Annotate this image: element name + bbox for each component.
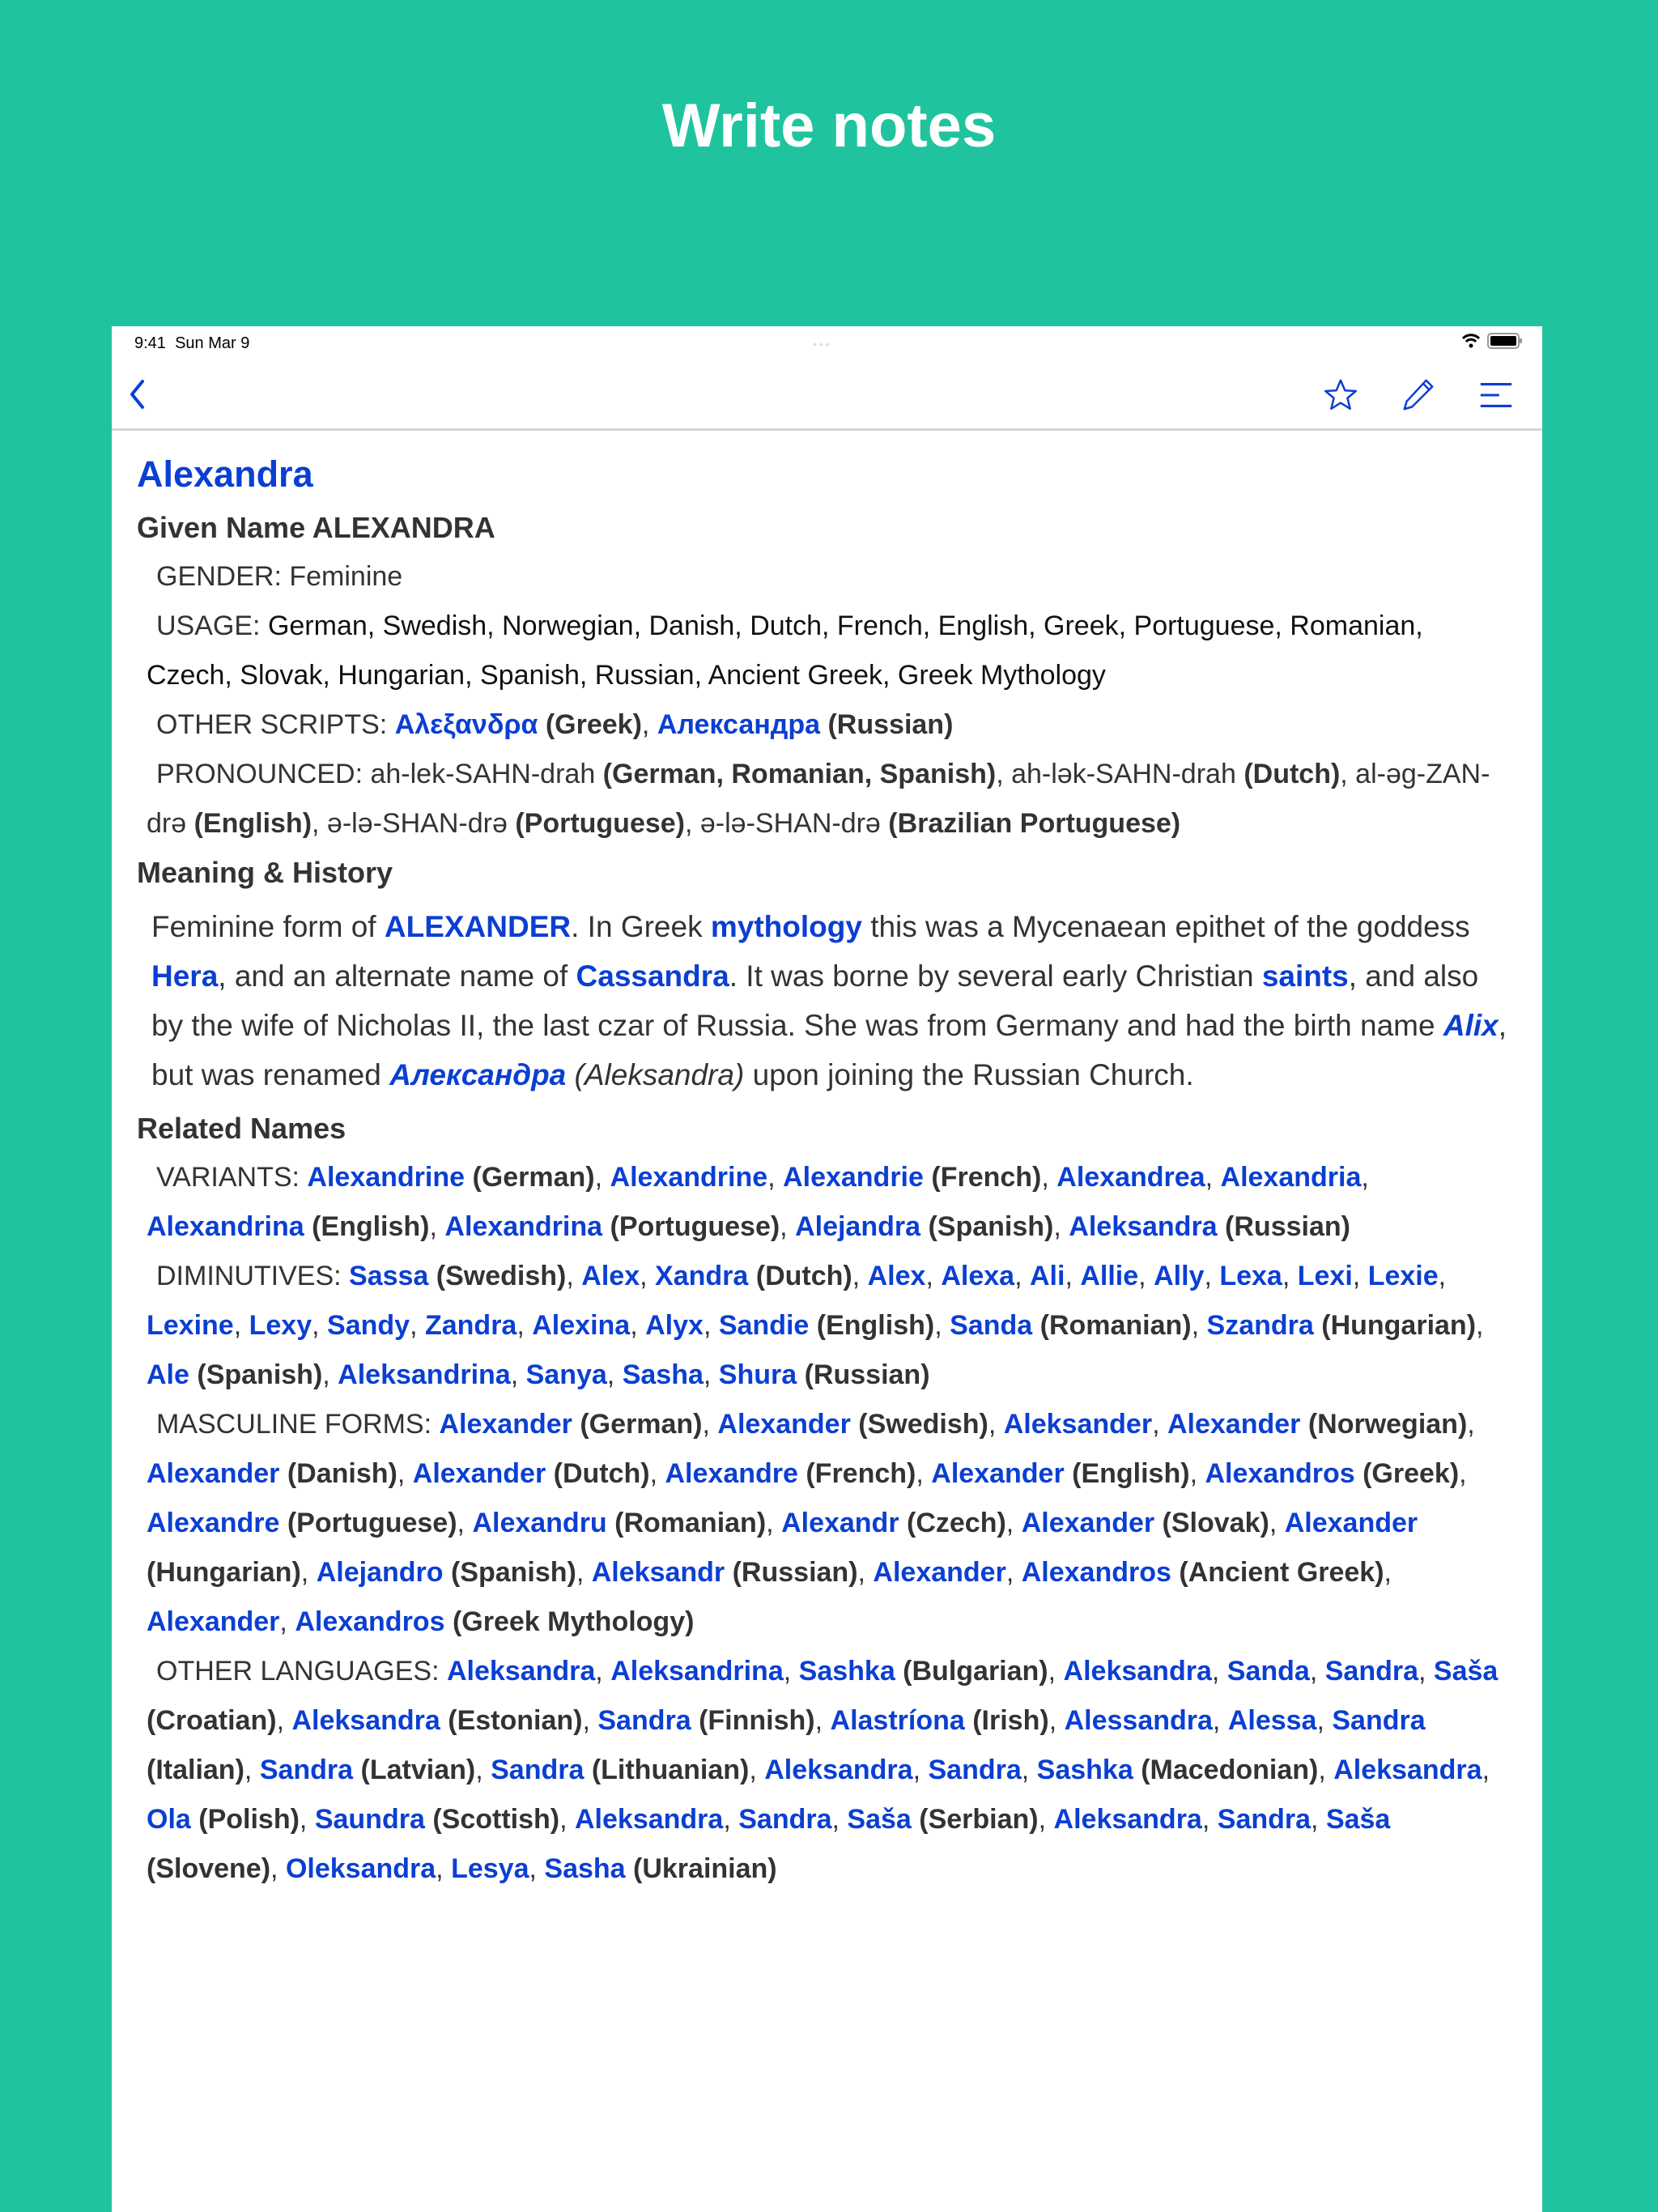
promo-title: Write notes	[661, 91, 997, 160]
name-link[interactable]: Alexandros	[1021, 1557, 1171, 1588]
text: ,	[857, 1557, 874, 1588]
name-link[interactable]: Sandra	[738, 1804, 832, 1835]
text: ,	[814, 1705, 831, 1736]
name-link[interactable]: Aleksandra	[1333, 1755, 1482, 1785]
multitasking-dots-icon[interactable]: •••	[813, 338, 832, 351]
section-heading: Given Name ALEXANDRA	[137, 511, 495, 544]
text: ,	[436, 1853, 452, 1884]
text: ,	[1361, 1162, 1369, 1193]
text: ,	[1053, 1211, 1069, 1242]
language-label: (English)	[1064, 1458, 1190, 1489]
text: ,	[475, 1755, 491, 1785]
text: ,	[766, 1508, 782, 1538]
text: ,	[703, 1310, 719, 1341]
name-link[interactable]: mythology	[710, 910, 862, 943]
text: ,	[1014, 1261, 1030, 1291]
name-link[interactable]: Sashka	[1036, 1755, 1133, 1785]
language-label: (Lithuanian)	[584, 1755, 750, 1785]
language-label: (Irish)	[964, 1705, 1049, 1736]
name-link[interactable]: Lexine	[147, 1310, 234, 1341]
text: ,	[1311, 1804, 1326, 1835]
name-link[interactable]: Saša	[1325, 1804, 1391, 1835]
language-label: (Russian)	[725, 1557, 858, 1588]
text: ,	[1482, 1755, 1490, 1785]
text: ,	[1205, 1162, 1221, 1193]
battery-icon	[1487, 333, 1523, 349]
text: OTHER LANGUAGES:	[156, 1656, 447, 1687]
text: ,	[1212, 1705, 1228, 1736]
name-link[interactable]: Alastríona	[830, 1705, 965, 1736]
name-link[interactable]: Alexandrea	[1056, 1162, 1205, 1193]
name-link[interactable]: ALEXANDER	[384, 910, 572, 943]
text: ,	[1282, 1261, 1298, 1291]
text: , ə-lə-SHAN-drə	[685, 808, 889, 839]
text: ,	[1204, 1261, 1220, 1291]
text: German, Swedish, Norwegian, Danish, Dutch, French, English, Greek, Portuguese, Romanian, Czech, Slovak, Hungarian, Spanish, Russian, Ancient Greek, Greek Mythology	[147, 610, 1423, 691]
star-icon	[1322, 376, 1359, 414]
text: ,	[640, 1261, 656, 1291]
text: ,	[1038, 1804, 1054, 1835]
name-link[interactable]: Alexander	[931, 1458, 1065, 1489]
name-link[interactable]: Alejandra	[795, 1211, 921, 1242]
text: ,	[934, 1310, 950, 1341]
name-link[interactable]: Alexandrie	[783, 1162, 924, 1193]
text: ,	[429, 1211, 445, 1242]
paragraph	[137, 1252, 1510, 1400]
text: ,	[831, 1804, 848, 1835]
language-label: (Croatian)	[147, 1705, 277, 1736]
text: ,	[576, 1557, 592, 1588]
text: ,	[397, 1458, 413, 1489]
text: . It was borne by several early Christian	[729, 959, 1262, 993]
text: ,	[517, 1310, 533, 1341]
language-label: (French)	[797, 1458, 916, 1489]
name-link[interactable]: Lexi	[1297, 1261, 1353, 1291]
language-label: (Spanish)	[189, 1359, 323, 1390]
language-label: (Romanian)	[1032, 1310, 1192, 1341]
language-label: (Spanish)	[920, 1211, 1054, 1242]
text: OTHER SCRIPTS:	[156, 709, 395, 740]
language-label: (German, Romanian, Spanish)	[602, 759, 997, 789]
name-link[interactable]: Alexina	[532, 1310, 631, 1341]
menu-icon	[1477, 376, 1515, 414]
text: ,	[703, 1359, 719, 1390]
text: ,	[1309, 1656, 1325, 1687]
name-link[interactable]: Alexandrine	[307, 1162, 466, 1193]
name-link[interactable]: Alyx	[645, 1310, 704, 1341]
text: ,	[529, 1853, 545, 1884]
navigation-bar	[112, 360, 1542, 431]
text: USAGE:	[156, 610, 268, 641]
name-link[interactable]: Alexander	[147, 1458, 280, 1489]
name-link[interactable]: Aleksandra	[291, 1705, 440, 1736]
text: ,	[595, 1656, 611, 1687]
language-label: (Scottish)	[424, 1804, 560, 1835]
text	[566, 1058, 574, 1091]
name-link[interactable]: Alexandrine	[610, 1162, 768, 1193]
language-label: (Greek)	[538, 709, 642, 740]
paragraph	[137, 1153, 1510, 1252]
text: ,	[300, 1557, 317, 1588]
text: ,	[1352, 1261, 1368, 1291]
edit-note-button[interactable]	[1400, 376, 1437, 414]
text: ,	[912, 1755, 929, 1785]
text: ,	[322, 1359, 338, 1390]
language-label: (Norwegian)	[1300, 1409, 1468, 1440]
text: , al-əg-ZAN-drə	[147, 759, 1490, 839]
text: ,	[1459, 1458, 1467, 1489]
text: ,	[852, 1261, 868, 1291]
name-link[interactable]: Alessandra	[1064, 1705, 1213, 1736]
name-link[interactable]: Sandra	[597, 1705, 691, 1736]
name-link[interactable]: Xandra	[655, 1261, 749, 1291]
name-link[interactable]: Zandra	[424, 1310, 517, 1341]
text: ,	[702, 1409, 718, 1440]
status-time-date	[134, 334, 249, 353]
name-link[interactable]: Αλεξανδρα	[394, 709, 538, 740]
text: ,	[1467, 1409, 1475, 1440]
text: ,	[1418, 1656, 1434, 1687]
paragraph	[137, 1400, 1510, 1647]
name-link[interactable]: Sasha	[544, 1853, 626, 1884]
paragraph	[137, 700, 1510, 750]
text: ,	[1021, 1755, 1037, 1785]
name-link[interactable]: Alexander	[439, 1409, 572, 1440]
language-label: (English)	[809, 1310, 935, 1341]
text: ,	[1189, 1458, 1205, 1489]
name-link[interactable]: Sanya	[525, 1359, 607, 1390]
name-link[interactable]: Ola	[147, 1804, 191, 1835]
name-link[interactable]: Aleksandra	[1063, 1656, 1212, 1687]
text: (Aleksandra)	[574, 1058, 745, 1091]
text: this was a Mycenaean epithet of the goddess	[861, 910, 1470, 943]
name-link[interactable]: saints	[1261, 959, 1349, 993]
language-label: (English)	[304, 1211, 430, 1242]
text: ,	[566, 1261, 582, 1291]
text: , and an alternate name of	[218, 959, 576, 993]
name-link[interactable]: Szandra	[1206, 1310, 1314, 1341]
name-link[interactable]: Alexandrina	[147, 1211, 304, 1242]
text: ,	[1318, 1755, 1334, 1785]
language-label: (Greek)	[1354, 1458, 1460, 1489]
language-label: (Czech)	[899, 1508, 1006, 1538]
back-button[interactable]	[128, 378, 147, 410]
text: ,	[1201, 1804, 1218, 1835]
language-label: (French)	[923, 1162, 1042, 1193]
name-link[interactable]: Sassa	[349, 1261, 429, 1291]
text: ,	[1138, 1261, 1154, 1291]
name-link[interactable]: Alexandre	[147, 1508, 280, 1538]
name-link[interactable]: Александра	[389, 1058, 567, 1091]
name-link[interactable]: Alexander	[873, 1557, 1006, 1588]
name-link[interactable]: Alexandrina	[444, 1211, 603, 1242]
favorite-button[interactable]	[1322, 376, 1359, 414]
paragraph	[137, 750, 1510, 849]
text: ,	[279, 1606, 295, 1637]
name-link[interactable]: Sashka	[798, 1656, 895, 1687]
text: ,	[312, 1310, 328, 1341]
name-link[interactable]: Александра	[657, 709, 821, 740]
text: , ah-lək-SAHN-drah	[996, 759, 1244, 789]
text: , but was renamed	[151, 1009, 1507, 1091]
text: VARIANTS:	[156, 1162, 308, 1193]
text: GENDER:	[156, 561, 290, 592]
language-label: (Russian)	[820, 709, 954, 740]
text: Feminine form of	[151, 910, 385, 943]
name-link[interactable]: Alix	[1443, 1009, 1499, 1042]
name-link[interactable]: Sandra	[259, 1755, 354, 1785]
name-link[interactable]: Lexa	[1219, 1261, 1282, 1291]
language-label: (Russian)	[797, 1359, 930, 1390]
name-link[interactable]: Sandra	[1217, 1804, 1312, 1835]
language-label: (Dutch)	[1244, 759, 1341, 789]
language-label: (Dutch)	[748, 1261, 852, 1291]
name-link[interactable]: Sasha	[622, 1359, 704, 1390]
language-label: (Ukrainian)	[625, 1853, 777, 1884]
language-label: (Swedish)	[850, 1409, 988, 1440]
name-link[interactable]: Ale	[147, 1359, 189, 1390]
language-label: (English)	[193, 808, 312, 839]
name-link[interactable]: Aleksander	[1003, 1409, 1153, 1440]
language-label: (Romanian)	[606, 1508, 767, 1538]
name-link[interactable]: Alexander	[412, 1458, 546, 1489]
language-label: (Serbian)	[911, 1804, 1039, 1835]
paragraph	[137, 1647, 1510, 1894]
text: ,	[594, 1162, 610, 1193]
name-link[interactable]: Saša	[1433, 1656, 1499, 1687]
name-link[interactable]: Aleksandrina	[338, 1359, 511, 1390]
text: ,	[410, 1310, 425, 1341]
name-link[interactable]: Hera	[151, 959, 219, 993]
language-label: (Greek Mythology)	[444, 1606, 695, 1637]
chevron-left-icon	[128, 378, 147, 410]
text: ,	[649, 1458, 665, 1489]
text: ,	[630, 1310, 646, 1341]
text: upon joining the Russian Church.	[744, 1058, 1194, 1091]
text: ,	[916, 1458, 932, 1489]
text: ,	[723, 1804, 739, 1835]
text: . In Greek	[571, 910, 711, 943]
text: ,	[1191, 1310, 1207, 1341]
language-label: (Portuguese)	[515, 808, 685, 839]
paragraph	[137, 902, 1510, 1100]
section-heading: Related Names	[137, 1112, 346, 1145]
language-label: (Portuguese)	[602, 1211, 780, 1242]
language-label: (Hungarian)	[147, 1557, 301, 1588]
name-link[interactable]: Alexander	[147, 1606, 280, 1637]
language-label: (Bulgarian)	[895, 1656, 1048, 1687]
name-link[interactable]: Saša	[847, 1804, 912, 1835]
status-bar	[112, 326, 1542, 360]
language-label: (Estonian)	[440, 1705, 583, 1736]
name-link[interactable]: Sandy	[327, 1310, 410, 1341]
text: Feminine	[289, 561, 403, 592]
text: ,	[1211, 1656, 1227, 1687]
language-label: (Slovak)	[1154, 1508, 1269, 1538]
text: ,	[1476, 1310, 1484, 1341]
menu-button[interactable]	[1477, 376, 1515, 414]
text: ,	[299, 1804, 315, 1835]
language-label: (German)	[465, 1162, 595, 1193]
name-link[interactable]: Ally	[1154, 1261, 1205, 1291]
language-label: (Finnish)	[691, 1705, 815, 1736]
language-label: (Slovene)	[147, 1853, 271, 1884]
name-article	[112, 431, 1542, 1894]
name-link[interactable]: Cassandra	[576, 959, 729, 993]
name-link[interactable]: Alexandria	[1220, 1162, 1362, 1193]
name-link[interactable]: Alexandre	[665, 1458, 798, 1489]
name-link[interactable]: Lexy	[249, 1310, 312, 1341]
name-link[interactable]: Alexandru	[472, 1508, 607, 1538]
language-label: (Macedonian)	[1133, 1755, 1319, 1785]
language-label: (Hungarian)	[1313, 1310, 1477, 1341]
language-label: (Latvian)	[353, 1755, 476, 1785]
text: ,	[767, 1162, 784, 1193]
name-link[interactable]: Alessa	[1227, 1705, 1317, 1736]
app-screen	[112, 326, 1542, 2212]
text: ,	[988, 1409, 1004, 1440]
name-link[interactable]: Lexie	[1367, 1261, 1439, 1291]
status-indicators	[1461, 333, 1523, 349]
name-link[interactable]: Alexander	[717, 1409, 851, 1440]
text: ,	[749, 1755, 765, 1785]
text: ,	[606, 1359, 623, 1390]
text: ,	[510, 1359, 526, 1390]
text: DIMINUTIVES:	[156, 1261, 350, 1291]
name-link[interactable]: Saundra	[314, 1804, 425, 1835]
text: ,	[1005, 1508, 1022, 1538]
name-link[interactable]: Alexandr	[781, 1508, 899, 1538]
text: ,	[244, 1755, 260, 1785]
name-link[interactable]: Alejandro	[316, 1557, 444, 1588]
name-link[interactable]: Sandie	[718, 1310, 810, 1341]
status-time: 9:41	[134, 334, 166, 352]
name-link[interactable]: Aleksandra	[446, 1656, 596, 1687]
text: ,	[1041, 1162, 1057, 1193]
language-label: (Polish)	[190, 1804, 300, 1835]
name-link[interactable]: Ali	[1030, 1261, 1065, 1291]
language-label: (Brazilian Portuguese)	[888, 808, 1181, 839]
name-link[interactable]: Alex	[867, 1261, 926, 1291]
text: ,	[559, 1804, 575, 1835]
language-label: (Danish)	[279, 1458, 397, 1489]
text: ,	[925, 1261, 942, 1291]
name-link[interactable]: Alexa	[941, 1261, 1015, 1291]
language-label: (Italian)	[147, 1755, 244, 1785]
name-link[interactable]: Sanda	[1226, 1656, 1310, 1687]
text: ,	[1048, 1656, 1064, 1687]
text: ,	[780, 1211, 796, 1242]
name-link[interactable]: Alexander	[1284, 1508, 1418, 1538]
section-heading: Meaning & History	[137, 856, 393, 889]
text: ,	[1384, 1557, 1392, 1588]
text: ,	[1152, 1409, 1167, 1440]
name-link[interactable]: Sandra	[928, 1755, 1022, 1785]
name-link[interactable]: Sandra	[1324, 1656, 1418, 1687]
name-link[interactable]: Aleksandrina	[610, 1656, 784, 1687]
name-link[interactable]: Alexander	[1021, 1508, 1155, 1538]
status-date: Sun Mar 9	[175, 334, 250, 352]
name-link[interactable]: Lesya	[451, 1853, 529, 1884]
language-label: (Swedish)	[428, 1261, 567, 1291]
language-label: (Ancient Greek)	[1171, 1557, 1384, 1588]
name-link[interactable]: Alexander	[1167, 1409, 1301, 1440]
name-link[interactable]: Alexandros	[295, 1606, 445, 1637]
text: ,	[276, 1705, 292, 1736]
name-link[interactable]: Sandra	[491, 1755, 585, 1785]
pencil-icon	[1400, 376, 1437, 414]
text: ,	[1269, 1508, 1285, 1538]
text: ,	[582, 1705, 598, 1736]
text: ,	[1438, 1261, 1447, 1291]
language-label: (Spanish)	[443, 1557, 576, 1588]
language-label: (German)	[572, 1409, 703, 1440]
text: ,	[641, 709, 657, 740]
text: ,	[1065, 1261, 1081, 1291]
name-link[interactable]: Oleksandra	[285, 1853, 436, 1884]
text: ,	[270, 1853, 286, 1884]
wifi-icon	[1461, 334, 1481, 348]
name-link[interactable]: Sandra	[1332, 1705, 1426, 1736]
name-link[interactable]: Aleksandra	[575, 1804, 724, 1835]
page-title: Alexandra	[137, 453, 313, 495]
text: PRONOUNCED: ah-lek-SAHN-drah	[156, 759, 603, 789]
text: ,	[233, 1310, 249, 1341]
language-label: (Dutch)	[546, 1458, 650, 1489]
name-link[interactable]: Aleksandr	[591, 1557, 725, 1588]
language-label: (Portuguese)	[279, 1508, 457, 1538]
text: , ə-lə-SHAN-drə	[312, 808, 516, 839]
name-link[interactable]: Alexandros	[1205, 1458, 1355, 1489]
text: ,	[1005, 1557, 1022, 1588]
paragraph	[137, 552, 1510, 602]
text: ,	[1316, 1705, 1333, 1736]
language-label: (Russian)	[1217, 1211, 1350, 1242]
name-link[interactable]: Aleksandra	[1069, 1211, 1218, 1242]
name-link[interactable]: Allie	[1080, 1261, 1139, 1291]
name-link[interactable]: Alex	[581, 1261, 640, 1291]
text: , and also by the wife of Nicholas II, the last czar of Russia. She was from Germany and had the birth name	[151, 959, 1479, 1042]
name-link[interactable]: Aleksandra	[1053, 1804, 1202, 1835]
text: ,	[1048, 1705, 1065, 1736]
name-link[interactable]: Shura	[718, 1359, 797, 1390]
text: ,	[457, 1508, 473, 1538]
paragraph	[137, 602, 1510, 700]
text: ,	[783, 1656, 799, 1687]
text: MASCULINE FORMS:	[156, 1409, 440, 1440]
name-link[interactable]: Sanda	[950, 1310, 1033, 1341]
name-link[interactable]: Aleksandra	[764, 1755, 913, 1785]
